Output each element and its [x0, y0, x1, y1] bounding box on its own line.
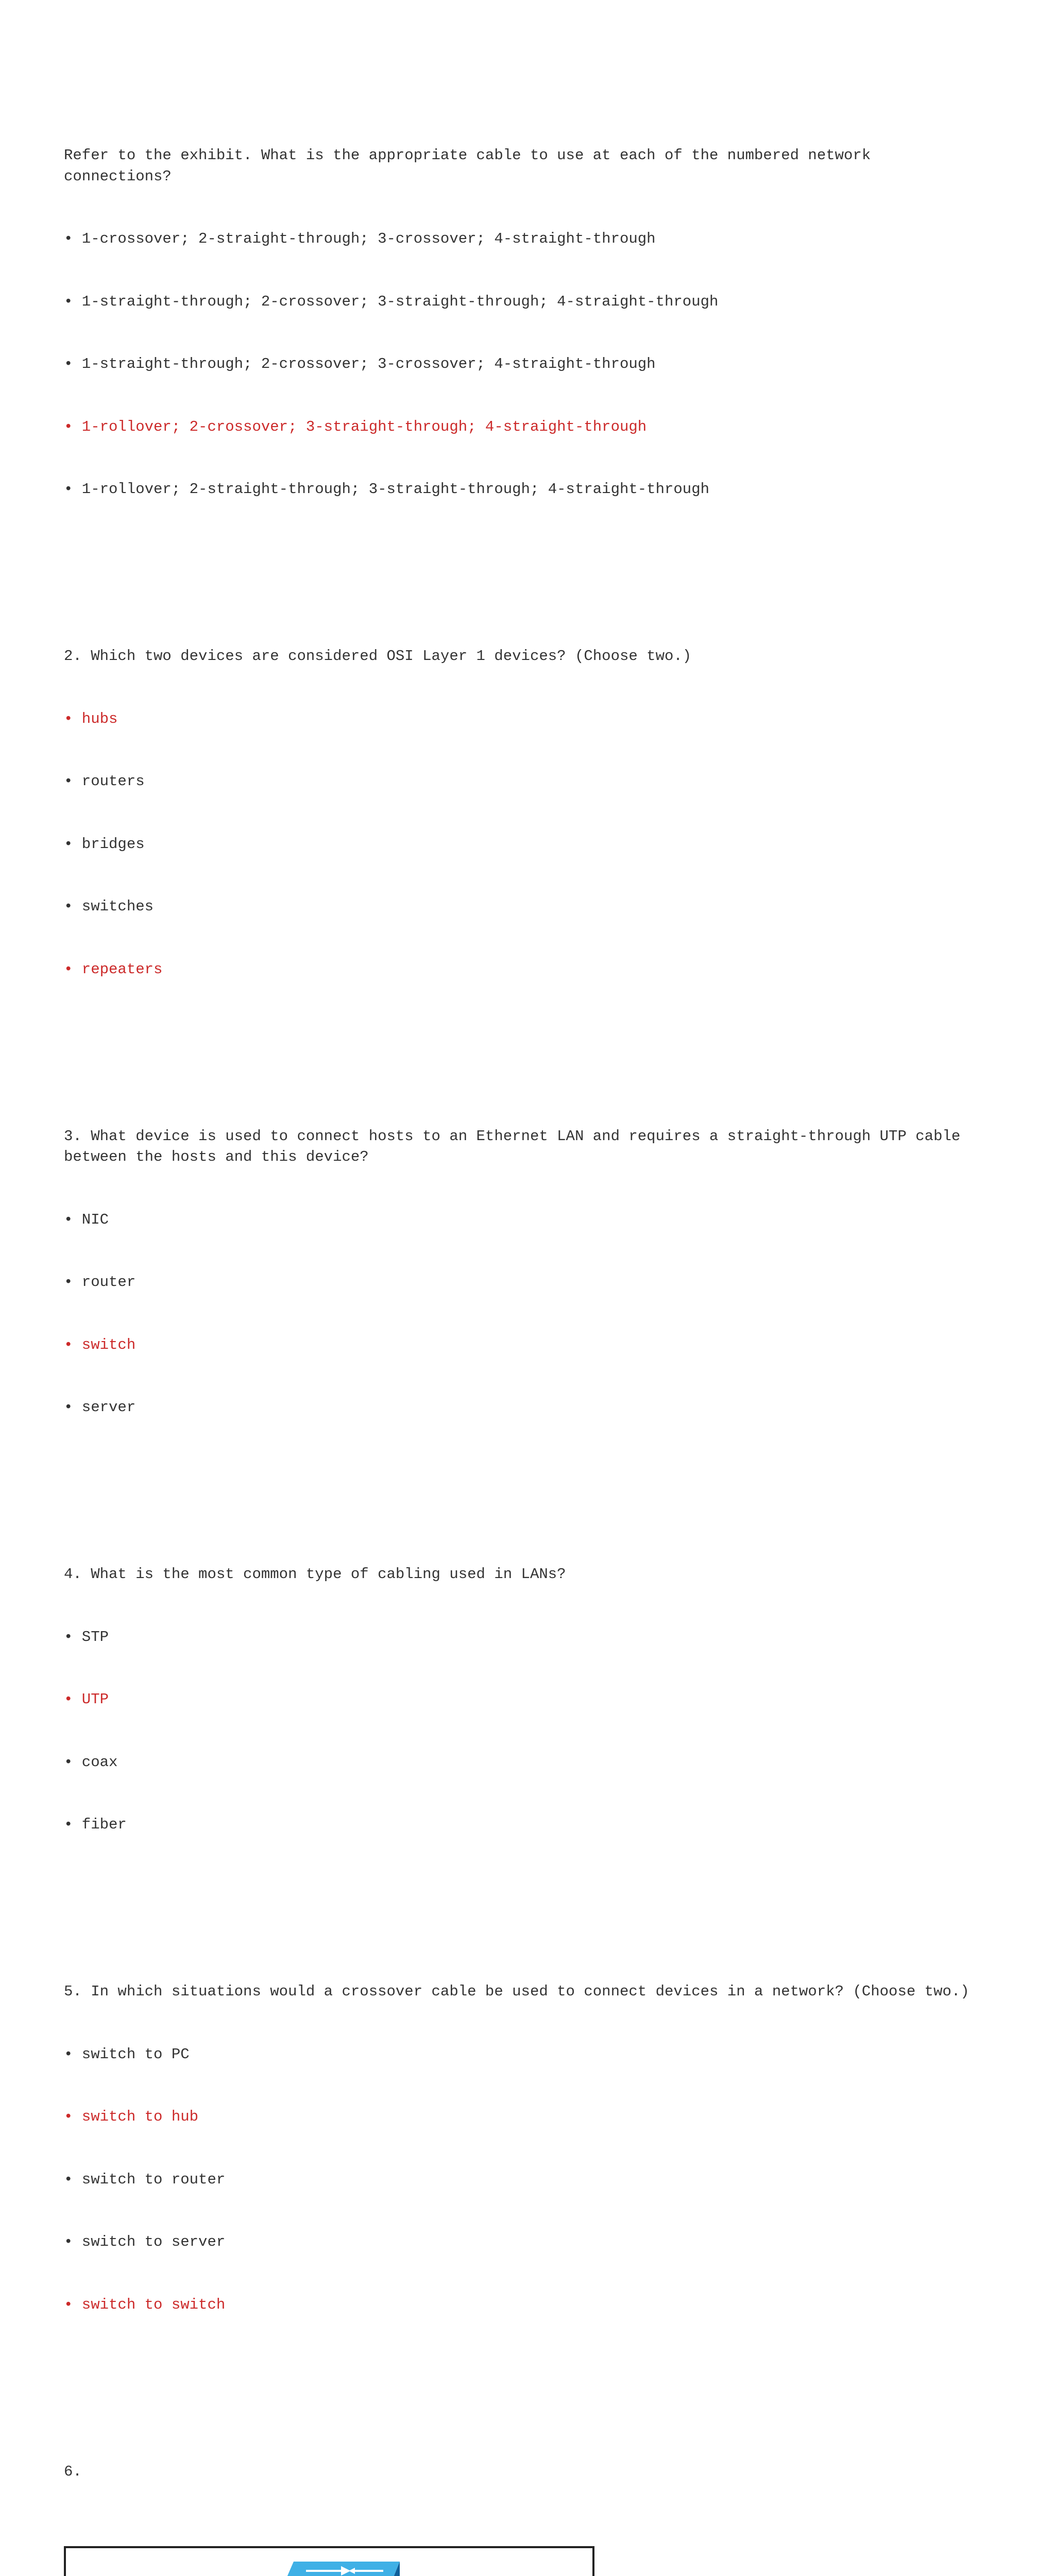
q4-option-3: • coax: [64, 1752, 981, 1773]
q3-option-3: • switch: [64, 1335, 981, 1356]
q3-option-2: • router: [64, 1272, 981, 1293]
q4-option-4: • fiber: [64, 1815, 981, 1836]
q1-prompt: Refer to the exhibit. What is the appropriate cable to use at each of the numbered network connections?: [64, 145, 981, 187]
q1-option-3: • 1-straight-through; 2-crossover; 3-crossover; 4-straight-through: [64, 354, 981, 375]
q3-option-1: • NIC: [64, 1210, 981, 1231]
q5-option-3: • switch to router: [64, 2170, 981, 2191]
quiz-document: [64, 62, 981, 2576]
q5-option-2: • switch to hub: [64, 2107, 981, 2128]
spacer: [64, 1877, 981, 1899]
q1-option-4: • 1-rollover; 2-crossover; 3-straight-through; 4-straight-through: [64, 417, 981, 438]
q3-option-4: • server: [64, 1397, 981, 1418]
q2-option-3: • bridges: [64, 834, 981, 855]
q4-prompt: 4. What is the most common type of cabling used in LANs?: [64, 1564, 981, 1585]
q2-option-5: • repeaters: [64, 959, 981, 980]
q2-option-4: • switches: [64, 896, 981, 918]
switch-device: [280, 2562, 400, 2576]
q1-option-1: • 1-crossover; 2-straight-through; 3-crossover; 4-straight-through: [64, 229, 981, 250]
spacer: [64, 542, 981, 563]
q4-option-2: • UTP: [64, 1689, 981, 1710]
q6-number: 6.: [64, 2462, 981, 2483]
q2-option-1: • hubs: [64, 709, 981, 730]
q5-option-5: • switch to switch: [64, 2295, 981, 2316]
q2-prompt: 2. Which two devices are considered OSI Layer 1 devices? (Choose two.): [64, 646, 981, 667]
q3-prompt: 3. What device is used to connect hosts to an Ethernet LAN and requires a straight-through UTP cable between the hosts and this device?: [64, 1126, 981, 1168]
spacer: [64, 1460, 981, 1481]
q2-option-2: • routers: [64, 771, 981, 792]
spacer: [64, 1022, 981, 1043]
q4-option-1: • STP: [64, 1627, 981, 1648]
network-exhibit: [64, 2546, 594, 2576]
q1-option-2: • 1-straight-through; 2-crossover; 3-straight-through; 4-straight-through: [64, 292, 981, 313]
q1-option-5: • 1-rollover; 2-straight-through; 3-straight-through; 4-straight-through: [64, 479, 981, 500]
q5-prompt: 5. In which situations would a crossover cable be used to connect devices in a network? (Choose two.): [64, 1981, 981, 2003]
spacer: [64, 2357, 981, 2378]
q5-option-1: • switch to PC: [64, 2044, 981, 2065]
q5-option-4: • switch to server: [64, 2232, 981, 2253]
